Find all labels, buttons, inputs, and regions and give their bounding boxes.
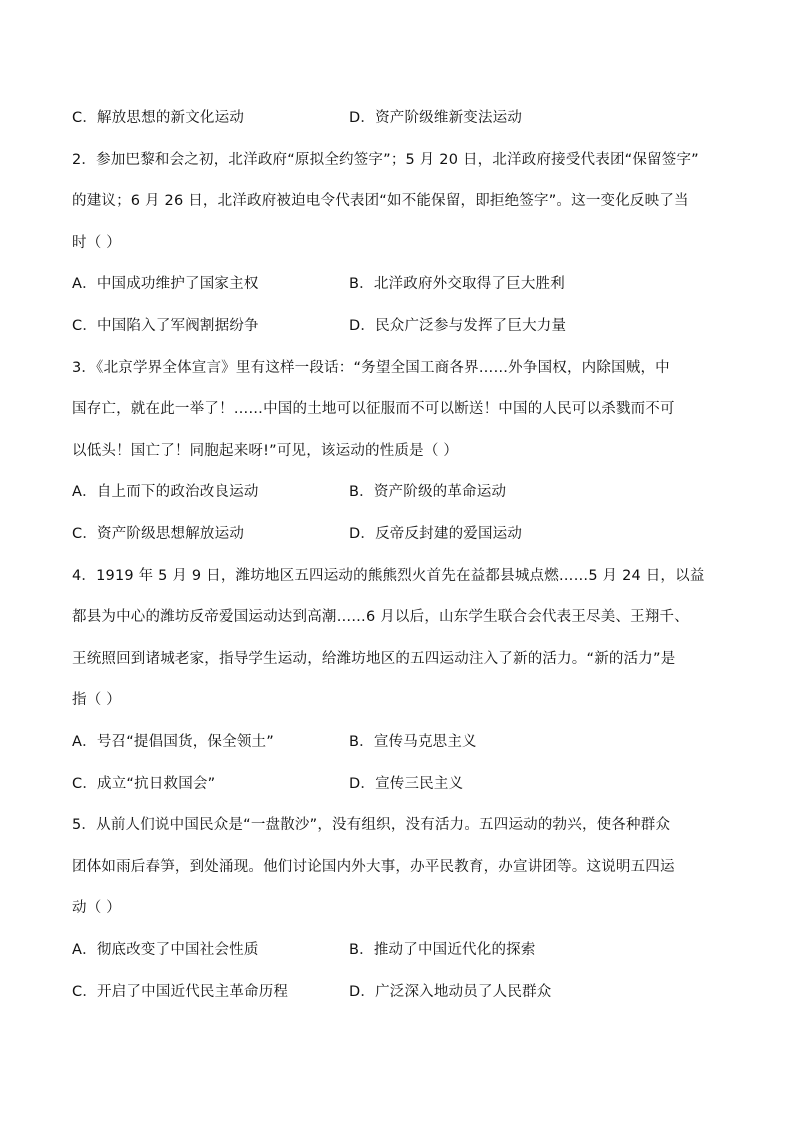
q2-option-a: A．中国成功维护了国家主权 xyxy=(72,276,259,292)
q3-option-c: C．资产阶级思想解放运动 xyxy=(72,526,245,542)
q3-stem-line-2: 国存亡，就在此一举了！……中国的土地可以征服而不可以断送！中国的人民可以杀戮而不可 xyxy=(72,401,675,417)
q2-stem-line-2: 的建议；6 月 26 日，北洋政府被迫电令代表团“如不能保留，即拒绝签字”。这一变化反映了当 xyxy=(72,193,689,209)
q4-stem-line-3: 王统照回到诸城老家，指导学生运动，给潍坊地区的五四运动注入了新的活力。“新的活力”是 xyxy=(72,651,676,667)
q5-stem-line-2: 团体如雨后春笋，到处涌现。他们讨论国内外大事，办平民教育，办宣讲团等。这说明五四运 xyxy=(72,859,675,875)
q4-option-d: D．宣传三民主义 xyxy=(349,776,464,792)
q5-option-d: D．广泛深入地动员了人民群众 xyxy=(349,984,552,1000)
q2-stem-line-3: 时（ ） xyxy=(72,235,121,251)
q3-stem-line-3: 以低头！国亡了！同胞起来呀!”可见，该运动的性质是（ ） xyxy=(72,443,459,459)
q4-stem-line-4: 指（ ） xyxy=(72,692,121,708)
q2-stem-line-1: 2．参加巴黎和会之初，北洋政府“原拟全约签字”；5 月 20 日，北洋政府接受代表团“保留签字” xyxy=(72,152,699,168)
q5-stem-line-3: 动（ ） xyxy=(72,900,121,916)
q3-stem-line-1: 3．《北京学界全体宣言》里有这样一段话：“务望全国工商各界……外争国权，内除国贼，中 xyxy=(72,360,670,376)
q5-option-b: B．推动了中国近代化的探索 xyxy=(349,942,536,958)
q4-stem-line-1: 4．1919 年 5 月 9 日，潍坊地区五四运动的熊熊烈火首先在益都县城点燃……5 月 24 日，以益 xyxy=(72,568,705,584)
q1-option-d: D．资产阶级维新变法运动 xyxy=(349,110,523,126)
q4-option-b: B．宣传马克思主义 xyxy=(349,734,477,750)
q1-option-c: C．解放思想的新文化运动 xyxy=(72,110,245,126)
q4-option-c: C．成立“抗日救国会” xyxy=(72,776,216,792)
q5-option-c: C．开启了中国近代民主革命历程 xyxy=(72,984,289,1000)
q5-stem-line-1: 5．从前人们说中国民众是“一盘散沙”，没有组织，没有活力。五四运动的勃兴，使各种群众 xyxy=(72,817,671,833)
q3-option-b: B．资产阶级的革命运动 xyxy=(349,484,507,500)
q2-option-d: D．民众广泛参与发挥了巨大力量 xyxy=(349,318,567,334)
q2-option-c: C．中国陷入了军阀割据纷争 xyxy=(72,318,259,334)
q3-option-a: A．自上而下的政治改良运动 xyxy=(72,484,259,500)
q5-option-a: A．彻底改变了中国社会性质 xyxy=(72,942,259,958)
q3-option-d: D．反帝反封建的爱国运动 xyxy=(349,526,523,542)
q4-stem-line-2: 都县为中心的潍坊反帝爱国运动达到高潮……6 月以后，山东学生联合会代表王尽美、王翔千、 xyxy=(72,609,689,625)
q2-option-b: B．北洋政府外交取得了巨大胜利 xyxy=(349,276,565,292)
q4-option-a: A．号召“提倡国货，保全领土” xyxy=(72,734,274,750)
